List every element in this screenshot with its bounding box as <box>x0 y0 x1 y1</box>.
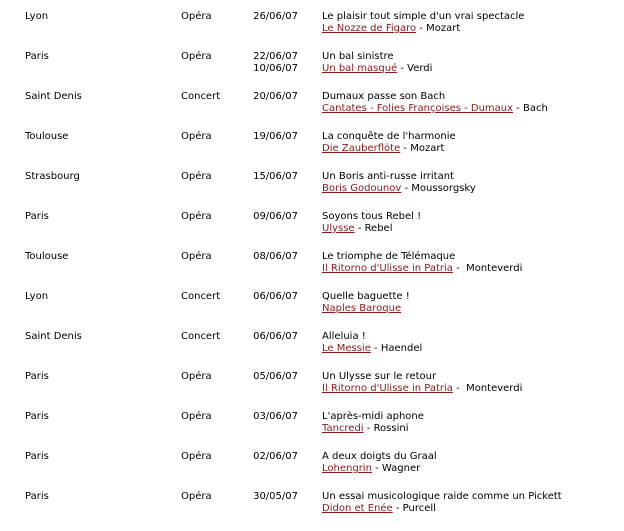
city-label: Lyon <box>25 11 49 22</box>
genre-label: Opéra <box>181 451 212 462</box>
work-link[interactable]: Il Ritorno d'Ulisse in Patria <box>322 383 453 394</box>
city-label: Lyon <box>25 291 49 302</box>
work-link[interactable]: Tancredi <box>322 423 364 434</box>
work-link[interactable]: Le Nozze de Figaro <box>322 23 417 34</box>
review-summary <box>322 51 432 75</box>
work-link[interactable]: Die Zauberflöte <box>322 143 401 154</box>
genre-label: Opéra <box>181 171 212 182</box>
review-row <box>0 51 624 91</box>
review-dates <box>240 51 298 75</box>
composer-name: Rossini <box>373 423 409 434</box>
work-link[interactable]: Boris Godounov <box>322 183 402 194</box>
genre-label: Concert <box>181 331 221 342</box>
genre-label: Concert <box>181 291 221 302</box>
composer-separator: - <box>400 143 411 154</box>
review-dates <box>240 411 298 423</box>
work-line <box>322 263 522 274</box>
review-summary <box>322 91 548 115</box>
composer-separator: - <box>363 423 374 434</box>
review-title: Le plaisir tout simple d'un vrai spectacle <box>322 11 525 22</box>
review-row <box>0 291 624 331</box>
review-date: 19/06/07 <box>253 131 298 142</box>
composer-separator: - <box>452 263 467 274</box>
composer-name: Purcell <box>402 503 436 514</box>
review-summary <box>322 171 476 195</box>
review-dates <box>240 171 298 183</box>
review-title: Soyons tous Rebel ! <box>322 211 422 222</box>
composer-separator: - <box>416 23 427 34</box>
review-row <box>0 211 624 251</box>
genre-label: Opéra <box>181 491 212 502</box>
review-title: Quelle baguette ! <box>322 291 410 302</box>
composer-name: Monteverdi <box>466 263 523 274</box>
reviews-list <box>0 11 624 531</box>
review-dates <box>240 211 298 223</box>
review-summary <box>322 451 437 475</box>
composer-separator: - <box>397 63 408 74</box>
review-date: 02/06/07 <box>253 451 298 462</box>
work-line <box>322 103 548 114</box>
review-row <box>0 131 624 171</box>
composer-separator: - <box>371 463 382 474</box>
work-line <box>322 23 460 34</box>
work-link[interactable]: Cantates - Folies Françoises - Dumaux <box>322 103 514 114</box>
review-title: Le triomphe de Télémaque <box>322 251 456 262</box>
review-summary <box>322 331 422 355</box>
composer-separator: - <box>513 103 524 114</box>
review-summary <box>322 291 410 315</box>
review-title: Dumaux passe son Bach <box>322 91 446 102</box>
review-date: 05/06/07 <box>253 371 298 382</box>
review-summary <box>322 11 524 35</box>
review-row <box>0 451 624 491</box>
genre-label: Opéra <box>181 11 212 22</box>
composer-separator: - <box>370 343 381 354</box>
work-line <box>322 223 393 234</box>
genre-label: Opéra <box>181 51 212 62</box>
review-row <box>0 331 624 371</box>
review-date: 03/06/07 <box>253 411 298 422</box>
city-label: Saint Denis <box>25 331 82 342</box>
review-title: L'après-midi aphone <box>322 411 424 422</box>
review-row <box>0 251 624 291</box>
composer-separator: - <box>452 383 467 394</box>
review-dates <box>240 131 298 143</box>
work-link[interactable]: Ulysse <box>322 223 355 234</box>
review-dates <box>240 11 298 23</box>
review-dates <box>240 371 298 383</box>
review-summary <box>322 251 522 275</box>
review-title: Un Ulysse sur le retour <box>322 371 437 382</box>
review-date: 10/06/07 <box>253 63 298 74</box>
composer-name: Wagner <box>381 463 421 474</box>
work-line <box>322 423 409 434</box>
review-row <box>0 91 624 131</box>
review-title: Alleluia ! <box>322 331 366 342</box>
review-row <box>0 411 624 451</box>
genre-label: Opéra <box>181 211 212 222</box>
city-label: Paris <box>25 491 49 502</box>
review-dates <box>240 331 298 343</box>
genre-label: Opéra <box>181 411 212 422</box>
city-label: Paris <box>25 211 49 222</box>
composer-name: Moussorgsky <box>411 183 476 194</box>
city-label: Paris <box>25 411 49 422</box>
review-summary <box>322 411 424 435</box>
genre-label: Opéra <box>181 131 212 142</box>
composer-name: Mozart <box>410 143 445 154</box>
review-title: Un Boris anti-russe irritant <box>322 171 454 182</box>
composer-name: Verdi <box>407 63 433 74</box>
composer-name: Haendel <box>380 343 423 354</box>
work-line <box>322 383 522 394</box>
genre-label: Opéra <box>181 251 212 262</box>
review-summary <box>322 211 421 235</box>
review-date: 15/06/07 <box>253 171 298 182</box>
genre-label: Opéra <box>181 371 212 382</box>
work-line <box>322 303 401 314</box>
composer-name: Bach <box>523 103 548 114</box>
work-link[interactable]: Didon et Enée <box>322 503 393 514</box>
review-dates <box>240 251 298 263</box>
genre-label: Concert <box>181 91 221 102</box>
composer-separator: - <box>354 223 365 234</box>
review-dates <box>240 451 298 463</box>
review-dates <box>240 291 298 303</box>
city-label: Paris <box>25 371 49 382</box>
review-date: 20/06/07 <box>253 91 298 102</box>
review-row <box>0 491 624 531</box>
work-link[interactable]: Un bal masqué <box>322 63 398 74</box>
review-date: 09/06/07 <box>253 211 298 222</box>
composer-name: Rebel <box>364 223 393 234</box>
review-summary <box>322 371 522 395</box>
review-date: 08/06/07 <box>253 251 298 262</box>
work-line <box>322 463 420 474</box>
review-dates <box>240 91 298 103</box>
city-label: Toulouse <box>25 251 69 262</box>
composer-separator: - <box>392 503 403 514</box>
work-link[interactable]: Naples Baroque <box>322 303 402 314</box>
review-date: 26/06/07 <box>253 11 298 22</box>
city-label: Toulouse <box>25 131 69 142</box>
work-line <box>322 183 476 194</box>
work-line <box>322 503 436 514</box>
work-link[interactable]: Lohengrin <box>322 463 372 474</box>
review-date: 06/06/07 <box>253 291 298 302</box>
city-label: Strasbourg <box>25 171 80 182</box>
review-date: 30/05/07 <box>253 491 298 502</box>
review-row <box>0 371 624 411</box>
review-title: Un bal sinistre <box>322 51 394 62</box>
review-summary <box>322 491 562 515</box>
city-label: Paris <box>25 51 49 62</box>
city-label: Saint Denis <box>25 91 82 102</box>
work-line <box>322 63 432 74</box>
review-title: La conquête de l'harmonie <box>322 131 456 142</box>
composer-name: Monteverdi <box>466 383 523 394</box>
review-date: 06/06/07 <box>253 331 298 342</box>
review-dates <box>240 491 298 503</box>
review-title: Un essai musicologique raide comme un Pickett <box>322 491 562 502</box>
review-row <box>0 171 624 211</box>
city-label: Paris <box>25 451 49 462</box>
review-date: 22/06/07 <box>253 51 298 62</box>
work-link[interactable]: Il Ritorno d'Ulisse in Patria <box>322 263 453 274</box>
work-link[interactable]: Le Messie <box>322 343 371 354</box>
review-title: A deux doigts du Graal <box>322 451 437 462</box>
work-line <box>322 143 444 154</box>
composer-separator: - <box>401 183 412 194</box>
composer-name: Mozart <box>426 23 461 34</box>
work-line <box>322 343 422 354</box>
review-row <box>0 11 624 51</box>
review-summary <box>322 131 456 155</box>
